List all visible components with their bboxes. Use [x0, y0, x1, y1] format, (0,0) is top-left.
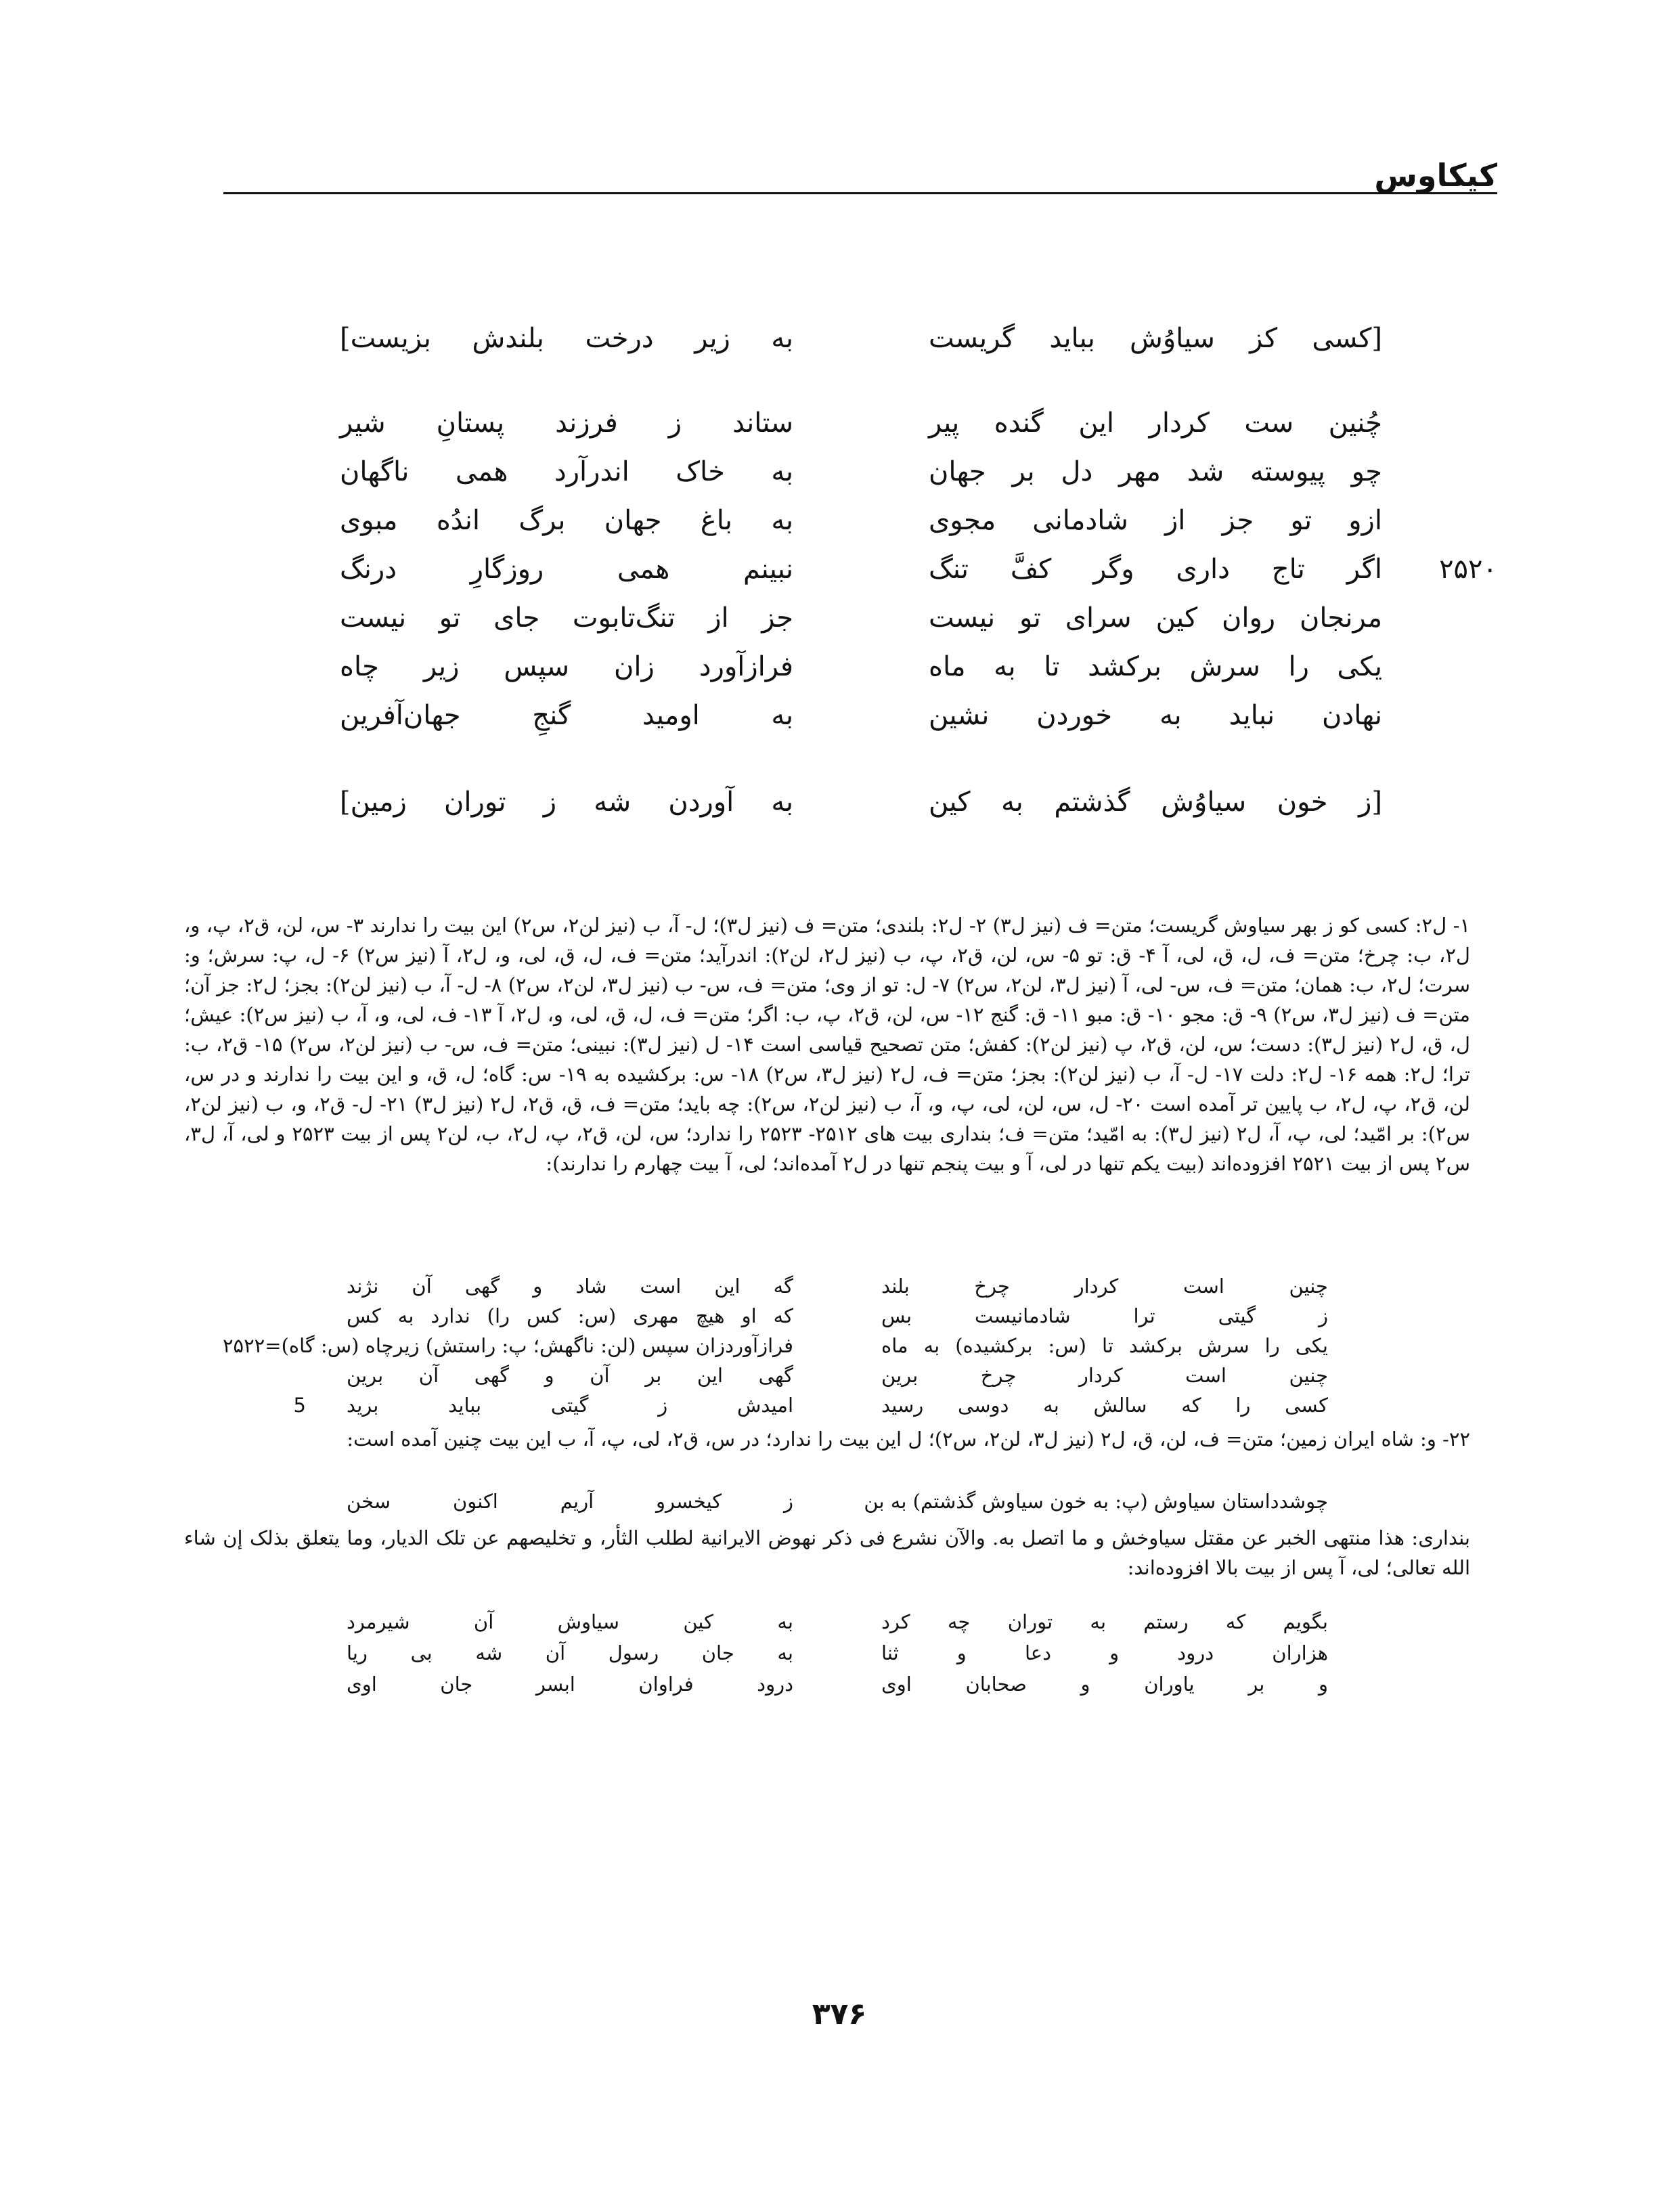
hemistich-right: [کسی کز سیاوُش بباید گریست: [929, 323, 1382, 354]
hemistich-right: ز گیتی ترا شادمانیست بس: [881, 1304, 1328, 1327]
verse-number: ۲۵۲۰: [1439, 554, 1497, 585]
hemistich-right: و بر یاوران و صحابان اوی: [881, 1673, 1328, 1696]
footnote-verse: [347, 1301, 1328, 1331]
footnote-verse: [347, 1361, 1328, 1390]
footnote-verse: [347, 1390, 1328, 1420]
hemistich-left: که او هیچ مهری (س: کس را) ندارد به کس: [347, 1304, 793, 1327]
hemistich-right: اگر تاج داری وگر کفَّ تنگ: [929, 554, 1382, 585]
verse-couplet-bracketed-bottom: [340, 778, 1382, 826]
hemistich-left: گه این است شاد و گهی آن نژند: [347, 1275, 793, 1298]
hemistich-right: مرنجان روان کین سرای تو نیست: [929, 602, 1382, 634]
hemistich-left: جز از تنگ‌تابوت جای تو نیست: [340, 602, 793, 634]
hemistich-left: درود فراوان ابسر جان اوی: [347, 1673, 793, 1696]
hemistich-right: یکی را سرش برکشد تا به ماه: [929, 651, 1382, 682]
footnotes-apparatus: [184, 910, 1470, 1178]
header-rule: [223, 192, 1497, 194]
footnote-verse: [347, 1271, 1328, 1301]
hemistich-left: فرازآوردزان سپس (لن: ناگهش؛ پ: راستش) زیرچاه (س: گاه)=۲۵۲۲: [222, 1334, 793, 1357]
hemistich-left: گهی این بر آن و گهی آن برین: [347, 1364, 793, 1387]
verse-couplet: [340, 497, 1382, 544]
hemistich-left: ز کیخسرو آریم اکنون سخن: [347, 1490, 793, 1513]
running-head-title: کیکاوس: [1374, 157, 1497, 194]
hemistich-right: [ز خون سیاوُش گذشتم به کین: [929, 787, 1382, 818]
hemistich-left: امیدش ز گیتی بباید برید: [347, 1394, 793, 1417]
verse-couplet: [340, 546, 1382, 593]
footnote-verse: [347, 1607, 1328, 1637]
footnote-verse: [347, 1486, 1328, 1516]
hemistich-right: بگویم که رستم به توران چه کرد: [881, 1610, 1328, 1633]
footnote-paragraph: ۱- ل۲: کسی کو ز بهر سیاوش گریست؛ متن= ف (نیز ل۳) ۲- ل۲: بلندی؛ متن= ف (نیز ل۳)؛ ل- آ، ب (نیز لن۲، س۲) این بیت را ندارند ۳- س، لن، ق۲، پ، و، ل۲، ب: چرخ؛ متن= ف، ل، ق، لی، آ ۴- ق: تو ۵- س، لن، ق۲، پ، ب (نیز ل۲، لن۲): اندرآید؛ متن= ف، ل، ق، لی، و، ل۲، آ (نیز س۲) ۶- ل، پ: سرش؛ و: سرت؛ ل۲، ب: همان؛ متن= ف، س- لی، آ (نیز ل۳، لن۲، س۲) ۷- ل: تو از وی؛ متن= ف، س- ب (نیز ل۳، لن۲، س۲) ۸- ل- آ، ب (نیز لن۲): بجز؛ ل۲: جز آن؛ متن= ف (نیز ل۳، س۲) ۹- ق: مجو ۱۰- ق: مبو ۱۱- ق: گنج ۱۲- س، لن، ق۲، پ، ب: اگر؛ متن= ف، ل، ق، لی، و، ل۲، آ ۱۳- ف، لی، و، آ، ب (نیز س۲): عیش؛ ل، ق، ل۲ (نیز ل۳): دست؛ س، لن، ق۲، پ (نیز لن۲): کفش؛ متن تصحیح قیاسی است ۱۴- ل (نیز ل۳): نبینی؛ متن= ف، س- ب (نیز لن۲، س۲) ۱۵- ق۲، ب: ترا؛ ل۲: همه ۱۶- ل۲: دلت ۱۷- ل- آ، ب (نیز لن۲): بجز؛ متن= ف، ل۲ (نیز ل۳، س۲) ۱۸- س: برکشیده به ۱۹- س: گاه؛ ل، ق، و این بیت را ندارند و در س، لن، ق۲، پ، ل۲، ب پایین تر آمده است ۲۰- ل، س، لن، لی، پ، و، آ، ب (نیز لن۲، س۲): چه باید؛ متن= ف، ق، ق۲، ل۲ (نیز ل۳) ۲۱- ل- ق۲، و، ب (نیز لن۲، س۲): بر امّید؛ لی، پ، آ، ل۲ (نیز ل۳): به امّید؛ متن= ف؛ بنداری بیت های ۲۵۱۲- ۲۵۲۳ را ندارد؛ س، لن، ق۲، پ، ل۲، ب، لن۲ پس از بیت ۲۵۲۳ و لی، آ، ل۳، س۲ پس از بیت ۲۵۲۱ افزوده‌اند (بیت یکم تنها در لی، آ و بیت پنجم تنها در ل۲ آمده‌اند؛ لی، آ بیت چهارم را ندارند):: [184, 914, 1471, 1175]
hemistich-left: به باغ جهان برگ اندُه مبوی: [340, 505, 793, 536]
hemistich-left: به زیر درخت بلندش بزیست]: [340, 323, 793, 354]
footnote-22: [184, 1424, 1470, 1454]
hemistich-left: به اومید گنجِ جهان‌آفرین: [340, 700, 793, 731]
footnote-verse-number: 5: [293, 1394, 306, 1417]
hemistich-right: ازو تو جز از شادمانی مجوی: [929, 505, 1382, 536]
hemistich-right: چو پیوسته شد مهر دل بر جهان: [929, 456, 1382, 487]
footnote-verse: [222, 1331, 1328, 1361]
footnote-verse: [347, 1669, 1328, 1699]
hemistich-right: چنین است کردار چرخ بلند: [881, 1275, 1328, 1298]
hemistich-right: چُنین ست کردار این گنده پیر: [929, 407, 1382, 439]
hemistich-left: به آوردن شه ز توران زمین]: [340, 787, 793, 818]
footnote-verse: [347, 1638, 1328, 1668]
hemistich-right: چنین است کردار چرخ برین: [881, 1364, 1328, 1387]
footnote-paragraph: ۲۲- و: شاه ایران زمین؛ متن= ف، لن، ق، ل۲ (نیز ل۳، لن۲، س۲)؛ ل این بیت را ندارد؛ در س، ق۲، لی، پ، آ، ب این بیت چنین آمده است:: [347, 1428, 1470, 1451]
hemistich-left: به جان رسول آن شه بی ریا: [347, 1641, 793, 1664]
hemistich-right: چوشدداستان سیاوش (پ: به خون سیاوش گذشتم) به بن: [864, 1490, 1328, 1513]
hemistich-left: فرازآورد زان سپس زیر چاه: [340, 651, 793, 682]
verse-couplet: [340, 594, 1382, 642]
verse-couplet: [340, 399, 1382, 447]
page-number: ۳۷۶: [812, 1997, 867, 2031]
hemistich-left: نبینم همی روزگارِ درنگ: [340, 554, 793, 585]
footnote-paragraph: بنداری: هذا منتهی الخبر عن مقتل سیاوخش و ما اتصل به. والآن نشرع فی ذکر نهوض الایرانیة لطلب الثأر، و تخلیصهم عن تلک الدیار، وما یتعلق بذلک إن شاء الله تعالی؛ لی، آ پس از بیت بالا افزوده‌اند:: [184, 1526, 1470, 1579]
verse-couplet: [340, 643, 1382, 690]
bondari-note: [184, 1523, 1470, 1583]
hemistich-right: نهادن نباید به خوردن نشین: [929, 700, 1382, 731]
verse-couplet: [340, 692, 1382, 739]
hemistich-left: ستاند ز فرزند پستانِ شیر: [340, 407, 793, 439]
hemistich-right: هزاران درود و دعا و ثنا: [881, 1641, 1328, 1664]
hemistich-left: به خاک اندرآرد همی ناگهان: [340, 456, 793, 487]
hemistich-right: یکی را سرش برکشد تا (س: برکشیده) به ماه: [881, 1334, 1328, 1357]
verse-couplet: [340, 448, 1382, 495]
hemistich-left: به کین سیاوش آن شیرمرد: [347, 1610, 793, 1633]
hemistich-right: کسی را که سالش به دوسی رسید: [881, 1394, 1328, 1417]
verse-couplet-bracketed-top: [340, 315, 1382, 362]
